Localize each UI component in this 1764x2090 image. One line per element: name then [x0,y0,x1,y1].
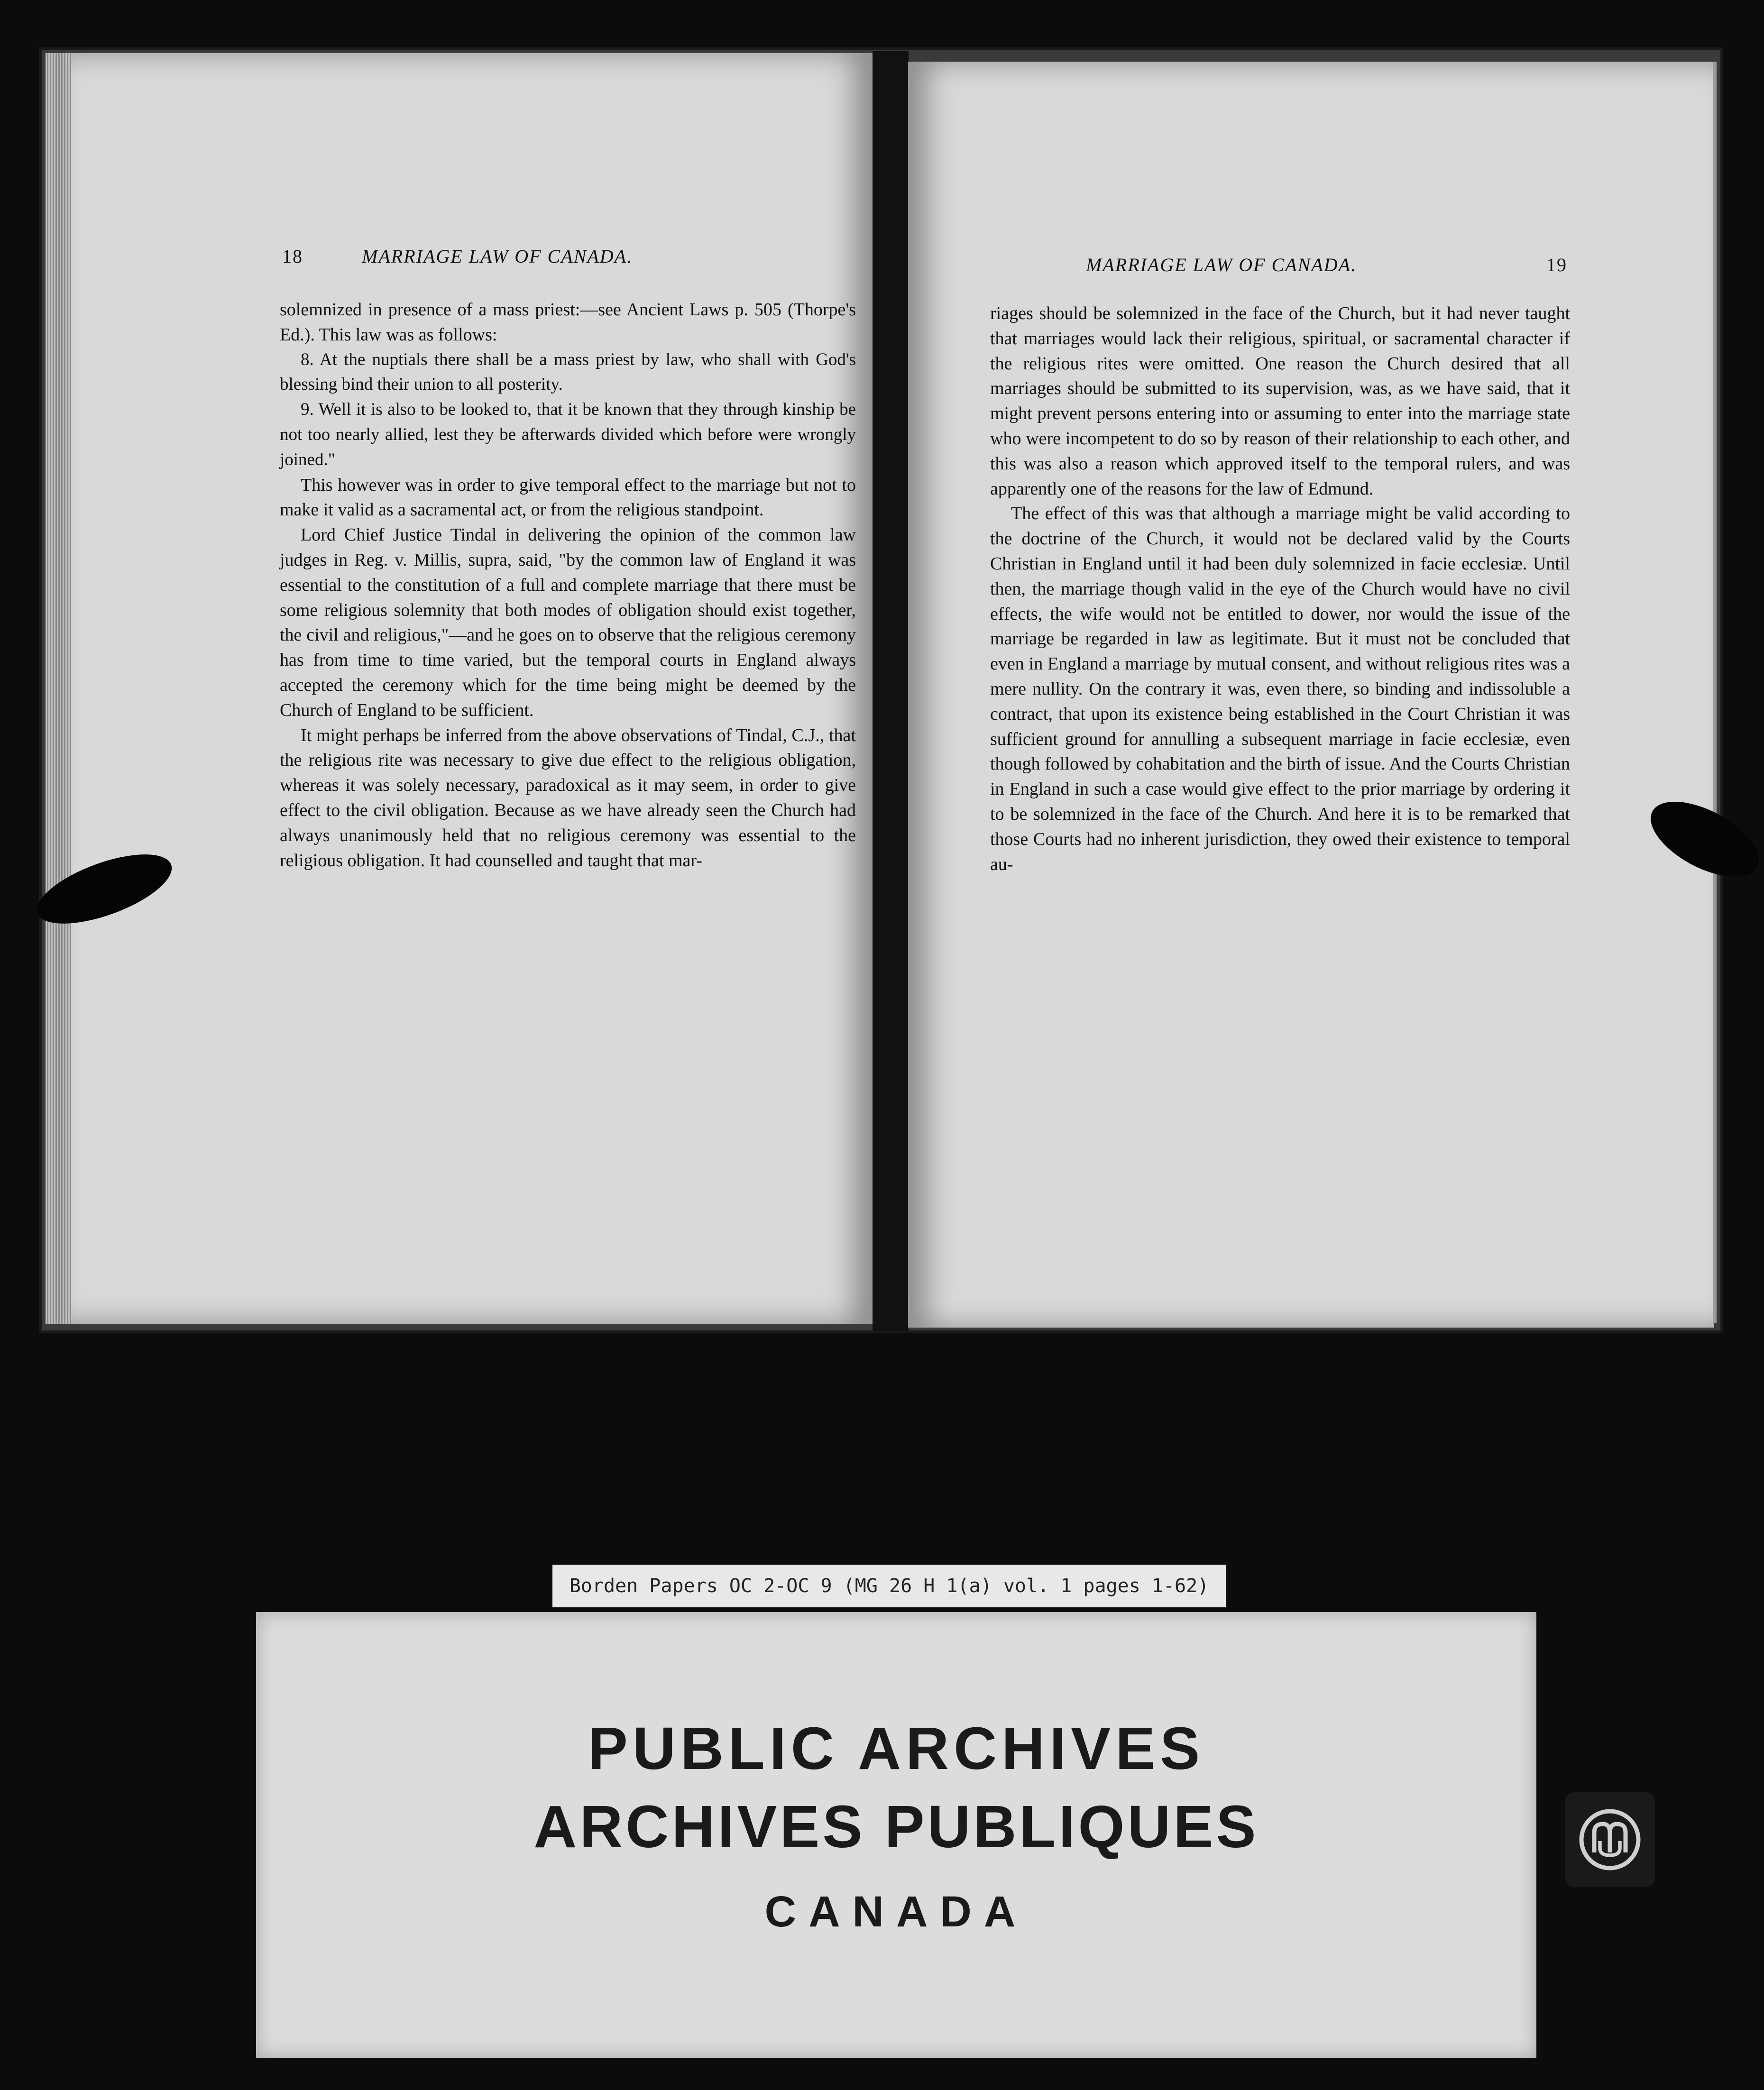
left-page-body [280,297,856,873]
left-page-number: 18 [282,246,303,267]
page-edges-right [1713,62,1717,1323]
left-paragraph: It might perhaps be inferred from the above observations of Tindal, C.J., that the religious rite was necessary to give due effect to the religious obligation, whereas it was solely necessary, paradoxical as it may seem, in order to give effect to the civil obligation. Because as we have already seen the Church had always unanimously held that no religious ceremony was essential to the religious obligation. It had counselled and taught that mar- [280,725,856,871]
left-paragraph: Lord Chief Justice Tindal in delivering the opinion of the common law judges in Reg. v. Millis, supra, said, "by the common law of England it was essential to the constitution of a full and complete marriage that there must be some religious solemnity that both modes of obligation should exist together, the civil and religious,"—and he goes on to observe that the religious ceremony has from time to time varied, but the temporal courts in England always accepted the ceremony which for the time being might be deemed by the Church of England to be sufficient. [280,525,856,720]
page-edges-left [46,53,72,1324]
left-paragraph: 9. Well it is also to be looked to, that it be known that they through kinship be not too nearly allied, lest they be afterwards divided which before were wrongly joined." [280,400,856,469]
card-line-english: PUBLIC ARCHIVES [588,1715,1205,1782]
reference-label: Borden Papers OC 2-OC 9 (MG 26 H 1(a) vol. 1 pages 1-62) [552,1565,1226,1607]
book-gutter [873,51,909,1331]
card-line-country: CANADA [764,1888,1028,1936]
right-page [908,62,1714,1328]
left-paragraph: 8. At the nuptials there shall be a mass priest by law, who shall with God's blessing bind their union to all posterity. [280,349,856,394]
card-line-french: ARCHIVES PUBLIQUES [533,1793,1259,1860]
left-page-header [282,245,633,267]
right-paragraph: The effect of this was that although a marriage might be valid according to the doctrine of the Church, it would not be declared valid by the Courts Christian in England until it had been duly solemnized in facie ecclesiæ. Until then, the marriage though valid in the eye of the Church would have no civil effects, the wife would not be entitled to dower, nor would the issue of the marriage be regarded in law as legitimate. But it must not be concluded that even in England a marriage by mutual consent, and without religious rites was a mere nullity. On the contrary it was, even there, so binding and indissoluble a contract, that upon its existence being established in the Court Christian it was sufficient ground for annulling a subsequent marriage in facie ecclesiæ, even though followed by cohabitation and the birth of issue. And the Courts Christian in England in such a case would give effect to the prior marriage by ordering it to be solemnized in the face of the Church. And here it is to be remarked that those Courts had no inherent jurisdiction, they owed their existence to temporal au- [990,504,1570,874]
archives-seal-icon [1565,1792,1655,1887]
archive-card [256,1612,1536,2058]
left-page [71,53,873,1324]
left-paragraph: This however was in order to give temporal effect to the marriage but not to make it valid as a sacramental act, or from the religious standpoint. [280,475,856,520]
right-page-number: 19 [1546,254,1567,275]
left-paragraph: solemnized in presence of a mass priest:—see Ancient Laws p. 505 (Thorpe's Ed.). This law was as follows: [280,300,856,345]
right-page-body [990,301,1570,877]
right-paragraph: riages should be solemnized in the face of the Church, but it had never taught that marriages would lack their religious, spiritual, or sacramental character if the religious rites were omitted. One reason the Church desired that all marriages should be submitted to its supervision, was, as we have said, that it might prevent persons entering into or assuming to enter into the marriage state who were incompetent to do so by reason of their relationship to each other, and this was also a reason which approved itself to the temporal rulers, and was apparently one of the reasons for the law of Edmund. [990,303,1570,499]
left-running-title: MARRIAGE LAW OF CANADA. [362,246,633,267]
right-running-title: MARRIAGE LAW OF CANADA. [1086,254,1357,275]
right-page-header [1086,254,1567,276]
